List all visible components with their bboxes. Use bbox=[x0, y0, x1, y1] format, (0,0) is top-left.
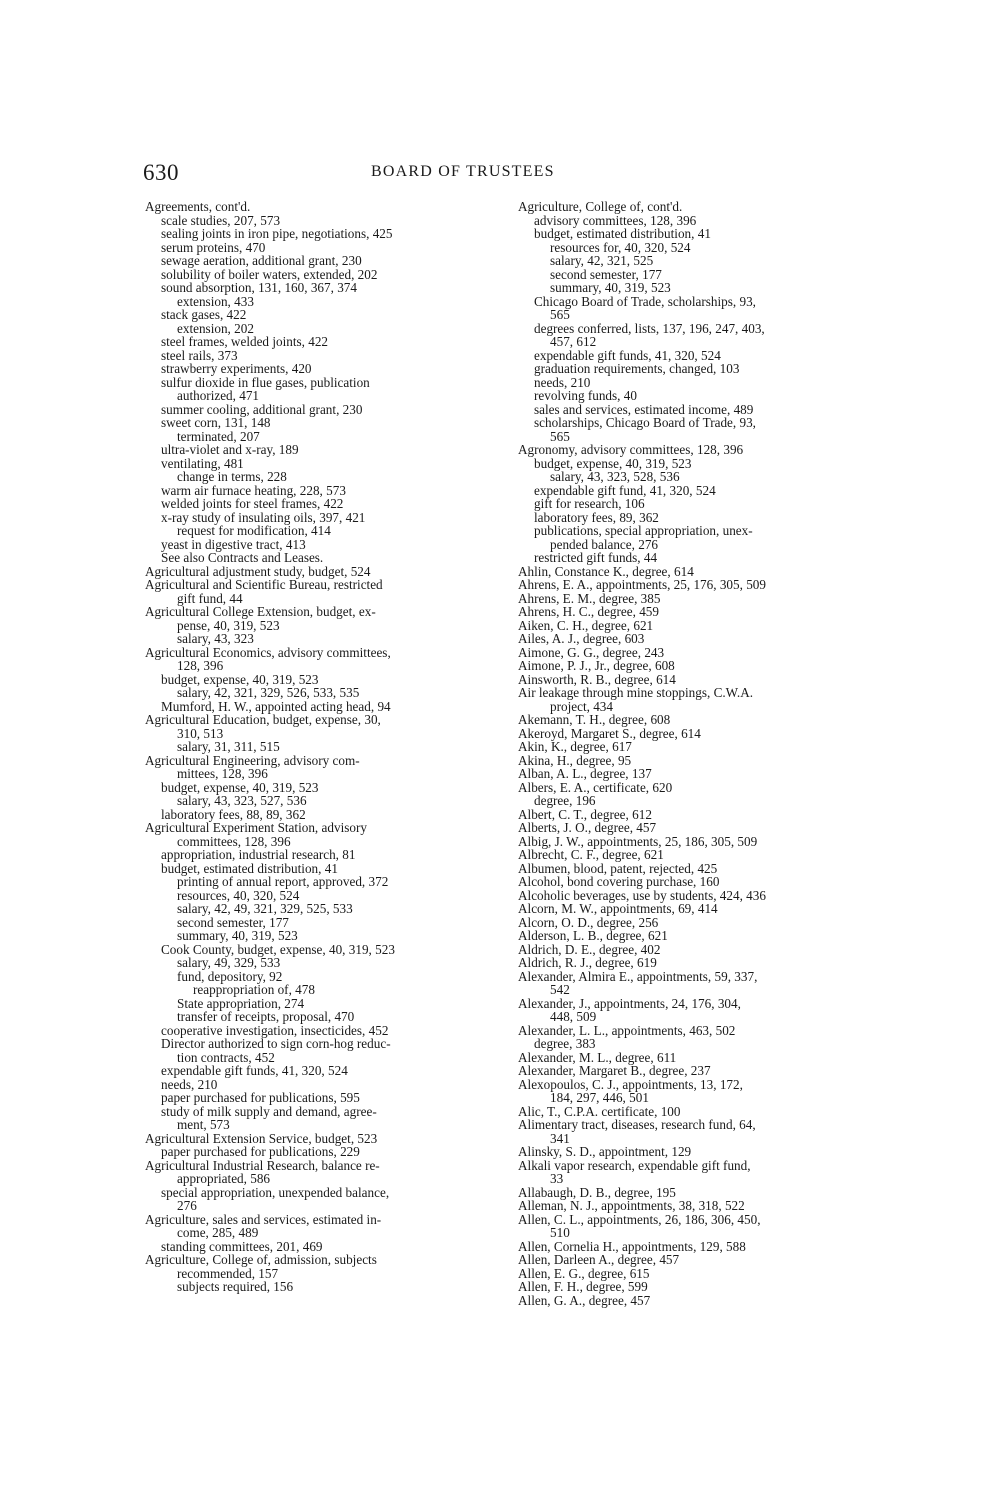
index-entry: Alic, T., C.P.A. certificate, 100 bbox=[518, 1103, 681, 1119]
index-entry: tion contracts, 452 bbox=[177, 1049, 275, 1065]
index-entry: Akemann, T. H., degree, 608 bbox=[518, 712, 671, 727]
index-entry: second semester, 177 bbox=[177, 914, 289, 930]
index-entry: Agricultural Experiment Station, advisory bbox=[145, 820, 367, 835]
index-entry: Agricultural and Scientific Bureau, restricted bbox=[145, 577, 383, 592]
index-entry: Ainsworth, R. B., degree, 614 bbox=[518, 671, 676, 687]
index-entry: Alcoholic beverages, use by students, 424, 436 bbox=[518, 887, 766, 903]
index-entry: 565 bbox=[550, 307, 570, 322]
index-entry: change in terms, 228 bbox=[177, 469, 287, 484]
index-entry: Agreements, cont'd. bbox=[145, 199, 251, 214]
index-entry: Allen, E. G., degree, 615 bbox=[518, 1265, 650, 1281]
index-entry: paper purchased for publications, 595 bbox=[161, 1090, 360, 1105]
index-entry: budget, expense, 40, 319, 523 bbox=[534, 455, 692, 471]
index-entry: revolving funds, 40 bbox=[534, 388, 637, 403]
index-entry: Agricultural Industrial Research, balance re- bbox=[145, 1157, 380, 1173]
index-entry: Alcohol, bond covering purchase, 160 bbox=[518, 874, 720, 889]
index-entry: Alkali vapor research, expendable gift fund, bbox=[518, 1157, 751, 1173]
index-entry: graduation requirements, changed, 103 bbox=[534, 361, 740, 376]
index-entry: 510 bbox=[550, 1225, 570, 1240]
index-entry: laboratory fees, 89, 362 bbox=[534, 509, 659, 525]
index-entry: See also Contracts and Leases. bbox=[161, 550, 324, 565]
index-entry: sewage aeration, additional grant, 230 bbox=[161, 253, 362, 268]
index-entry: Director authorized to sign corn-hog reduc- bbox=[161, 1036, 391, 1051]
index-entry: salary, 42, 321, 525 bbox=[550, 253, 654, 268]
index-entry: 457, 612 bbox=[550, 334, 597, 349]
index-entry: Agricultural Extension Service, budget, 523 bbox=[145, 1130, 378, 1146]
index-entry: welded joints for steel frames, 422 bbox=[161, 496, 344, 511]
index-entry: Allen, F. H., degree, 599 bbox=[518, 1279, 648, 1294]
index-entry: Agricultural Engineering, advisory com- bbox=[145, 752, 360, 768]
index-entry: 184, 297, 446, 501 bbox=[550, 1090, 649, 1105]
index-entry: summary, 40, 319, 523 bbox=[177, 928, 298, 943]
index-entry: degrees conferred, lists, 137, 196, 247, 403, bbox=[534, 320, 765, 336]
index-entry: Aldrich, R. J., degree, 619 bbox=[518, 955, 657, 970]
index-entry: cooperative investigation, insecticides, 452 bbox=[161, 1022, 389, 1038]
index-entry: Akin, K., degree, 617 bbox=[518, 739, 632, 754]
index-entry: Chicago Board of Trade, scholarships, 93, bbox=[534, 293, 756, 309]
index-entry: needs, 210 bbox=[161, 1076, 218, 1092]
index-entry: Akeroyd, Margaret S., degree, 614 bbox=[518, 725, 701, 741]
index-entry: budget, expense, 40, 319, 523 bbox=[161, 779, 319, 795]
index-entry: come, 285, 489 bbox=[177, 1225, 259, 1240]
index-entry: budget, estimated distribution, 41 bbox=[161, 860, 338, 876]
index-entry: Allen, G. A., degree, 457 bbox=[518, 1292, 651, 1308]
index-entry: paper purchased for publications, 229 bbox=[161, 1144, 360, 1159]
index-entry: transfer of receipts, proposal, 470 bbox=[177, 1009, 355, 1024]
index-entry: printing of annual report, approved, 372 bbox=[177, 874, 389, 889]
index-entry: Alcorn, O. D., degree, 256 bbox=[518, 914, 659, 930]
index-entry: Aimone, G. G., degree, 243 bbox=[518, 644, 665, 660]
index-entry: Alexander, M. L., degree, 611 bbox=[518, 1049, 677, 1065]
index-entry: sweet corn, 131, 148 bbox=[161, 415, 271, 430]
index-entry: Alexander, J., appointments, 24, 176, 304, bbox=[518, 995, 741, 1011]
index-entry: salary, 43, 323 bbox=[177, 631, 254, 646]
index-entry: ment, 573 bbox=[177, 1117, 230, 1132]
index-entry: scholarships, Chicago Board of Trade, 93, bbox=[534, 415, 756, 430]
index-entry: request for modification, 414 bbox=[177, 523, 331, 538]
index-entry: Ahrens, E. A., appointments, 25, 176, 305, 509 bbox=[518, 577, 766, 592]
index-entry: Allen, Cornelia H., appointments, 129, 588 bbox=[518, 1238, 746, 1254]
index-entry: steel frames, welded joints, 422 bbox=[161, 334, 329, 349]
index-entry: terminated, 207 bbox=[177, 428, 260, 444]
index-entry: Cook County, budget, expense, 40, 319, 523 bbox=[161, 941, 395, 957]
index-entry: Allen, Darleen A., degree, 457 bbox=[518, 1252, 680, 1267]
index-entry: Alexopoulos, C. J., appointments, 13, 172, bbox=[518, 1076, 743, 1092]
index-column-right bbox=[518, 200, 868, 1307]
index-entry: sales and services, estimated income, 489 bbox=[534, 401, 754, 417]
index-entry: pense, 40, 319, 523 bbox=[177, 617, 280, 633]
index-entry: 310, 513 bbox=[177, 725, 224, 741]
index-entry: Alcorn, M. W., appointments, 69, 414 bbox=[518, 901, 718, 916]
index-entry: 542 bbox=[550, 982, 570, 997]
index-entry: x-ray study of insulating oils, 397, 421 bbox=[161, 509, 366, 525]
index-entry: restricted gift funds, 44 bbox=[534, 550, 658, 565]
index-entry: pended balance, 276 bbox=[550, 536, 659, 552]
index-entry: Aimone, P. J., Jr., degree, 608 bbox=[518, 658, 675, 673]
index-entry: Agriculture, College of, admission, subjects bbox=[145, 1252, 377, 1267]
index-entry: 276 bbox=[177, 1198, 197, 1213]
index-entry: Albert, C. T., degree, 612 bbox=[518, 806, 652, 822]
index-entry: 128, 396 bbox=[177, 658, 224, 673]
index-entry: Alleman, N. J., appointments, 38, 318, 522 bbox=[518, 1198, 745, 1213]
index-entry: committees, 128, 396 bbox=[177, 833, 291, 849]
index-entry: laboratory fees, 88, 89, 362 bbox=[161, 806, 306, 822]
index-entry: steel rails, 373 bbox=[161, 347, 238, 363]
index-entry: special appropriation, unexpended balance, bbox=[161, 1184, 390, 1200]
index-entry: Agricultural College Extension, budget, ex- bbox=[145, 604, 376, 619]
index-entry: recommended, 157 bbox=[177, 1265, 279, 1281]
index-entry: Agricultural adjustment study, budget, 524 bbox=[145, 563, 371, 579]
index-entry: authorized, 471 bbox=[177, 388, 260, 403]
index-entry: yeast in digestive tract, 413 bbox=[161, 536, 306, 552]
index-entry: study of milk supply and demand, agree- bbox=[161, 1103, 377, 1119]
index-entry: Alexander, Almira E., appointments, 59, 337, bbox=[518, 968, 758, 984]
index-entry: Allabaugh, D. B., degree, 195 bbox=[518, 1184, 676, 1200]
index-entry: warm air furnace heating, 228, 573 bbox=[161, 482, 346, 498]
index-entry: Agricultural Economics, advisory committees, bbox=[145, 644, 391, 660]
index-entry: salary, 43, 323, 527, 536 bbox=[177, 793, 307, 808]
index-entry: stack gases, 422 bbox=[161, 307, 247, 322]
index-entry: Alexander, L. L., appointments, 463, 502 bbox=[518, 1022, 736, 1038]
index-entry: degree, 196 bbox=[534, 793, 596, 808]
index-entry: Akina, H., degree, 95 bbox=[518, 752, 632, 768]
index-entry: sound absorption, 131, 160, 367, 374 bbox=[161, 280, 357, 295]
index-entry: Ahrens, E. M., degree, 385 bbox=[518, 590, 661, 606]
index-entry: strawberry experiments, 420 bbox=[161, 361, 312, 376]
index-entry: project, 434 bbox=[550, 698, 613, 714]
index-entry: Alinsky, S. D., appointment, 129 bbox=[518, 1144, 692, 1159]
index-entry: Ailes, A. J., degree, 603 bbox=[518, 631, 645, 646]
index-entry: salary, 31, 311, 515 bbox=[177, 739, 280, 754]
index-entry: Albig, J. W., appointments, 25, 186, 305, 509 bbox=[518, 833, 758, 849]
index-entry: mittees, 128, 396 bbox=[177, 766, 268, 781]
index-entry: appropriation, industrial research, 81 bbox=[161, 847, 356, 862]
index-entry: salary, 42, 321, 329, 526, 533, 535 bbox=[177, 685, 360, 700]
index-entry: salary, 49, 329, 533 bbox=[177, 955, 281, 970]
index-entry: salary, 43, 323, 528, 536 bbox=[550, 469, 680, 484]
index-entry: serum proteins, 470 bbox=[161, 239, 266, 255]
index-entry: 341 bbox=[550, 1130, 570, 1146]
index-entry: subjects required, 156 bbox=[177, 1279, 294, 1294]
index-entry: needs, 210 bbox=[534, 374, 591, 390]
index-entry: Mumford, H. W., appointed acting head, 94 bbox=[161, 698, 391, 714]
index-entry: resources, 40, 320, 524 bbox=[177, 887, 300, 903]
index-column-left bbox=[145, 200, 495, 1294]
index-entry: ultra-violet and x-ray, 189 bbox=[161, 442, 299, 457]
index-entry: solubility of boiler waters, extended, 202 bbox=[161, 266, 378, 282]
index-entry: extension, 433 bbox=[177, 293, 254, 309]
index-entry: sulfur dioxide in flue gases, publication bbox=[161, 374, 370, 390]
index-entry: summary, 40, 319, 523 bbox=[550, 280, 671, 295]
index-entry: Ahlin, Constance K., degree, 614 bbox=[518, 563, 694, 579]
index-entry: 448, 509 bbox=[550, 1009, 597, 1024]
index-entry: budget, estimated distribution, 41 bbox=[534, 226, 711, 241]
index-entry: expendable gift fund, 41, 320, 524 bbox=[534, 482, 716, 498]
index-entry: Aldrich, D. E., degree, 402 bbox=[518, 941, 661, 957]
index-entry: Alban, A. L., degree, 137 bbox=[518, 766, 652, 781]
index-entry: Aiken, C. H., degree, 621 bbox=[518, 617, 654, 633]
index-entry: reappropriation of, 478 bbox=[193, 982, 315, 997]
index-entry: summer cooling, additional grant, 230 bbox=[161, 401, 363, 417]
index-entry: degree, 383 bbox=[534, 1036, 596, 1051]
index-entry: State appropriation, 274 bbox=[177, 995, 305, 1011]
index-entry: gift fund, 44 bbox=[177, 590, 243, 606]
index-entry: Allen, C. L., appointments, 26, 186, 306, 450, bbox=[518, 1211, 761, 1227]
index-entry: Agronomy, advisory committees, 128, 396 bbox=[518, 442, 744, 457]
index-entry: expendable gift funds, 41, 320, 524 bbox=[161, 1063, 348, 1078]
index-entry: Albumen, blood, patent, rejected, 425 bbox=[518, 860, 718, 876]
index-entry: Ahrens, H. C., degree, 459 bbox=[518, 604, 659, 619]
index-entry: Alderson, L. B., degree, 621 bbox=[518, 928, 668, 943]
index-entry: Agricultural Education, budget, expense, 30, bbox=[145, 712, 381, 727]
index-entry: salary, 42, 49, 321, 329, 525, 533 bbox=[177, 901, 353, 916]
index-entry: second semester, 177 bbox=[550, 266, 662, 282]
page-header bbox=[143, 160, 863, 186]
index-entry: fund, depository, 92 bbox=[177, 968, 283, 984]
page-number: 630 bbox=[143, 160, 179, 185]
index-entry: resources for, 40, 320, 524 bbox=[550, 239, 691, 255]
index-entry: advisory committees, 128, 396 bbox=[534, 212, 697, 228]
index-entry: extension, 202 bbox=[177, 320, 254, 336]
index-entry: Alimentary tract, diseases, research fund, 64, bbox=[518, 1117, 756, 1132]
index-entry: Albers, E. A., certificate, 620 bbox=[518, 779, 673, 795]
index-entry: Air leakage through mine stoppings, C.W.A. bbox=[518, 685, 754, 700]
index-entry: 565 bbox=[550, 428, 570, 444]
index-entry: standing committees, 201, 469 bbox=[161, 1238, 323, 1254]
index-entry: Albrecht, C. F., degree, 621 bbox=[518, 847, 664, 862]
index-entry: Alberts, J. O., degree, 457 bbox=[518, 820, 657, 835]
index-entry: 33 bbox=[550, 1171, 564, 1186]
index-entry: budget, expense, 40, 319, 523 bbox=[161, 671, 319, 687]
index-entry: sealing joints in iron pipe, negotiations, 425 bbox=[161, 226, 393, 241]
index-entry: Agriculture, College of, cont'd. bbox=[518, 199, 683, 214]
index-entry: publications, special appropriation, unex- bbox=[534, 523, 753, 538]
index-entry: Agriculture, sales and services, estimated in- bbox=[145, 1211, 382, 1227]
index-entry: appropriated, 586 bbox=[177, 1171, 271, 1186]
index-entry: scale studies, 207, 573 bbox=[161, 212, 281, 228]
index-entry: expendable gift funds, 41, 320, 524 bbox=[534, 347, 721, 363]
index-entry: Alexander, Margaret B., degree, 237 bbox=[518, 1063, 711, 1078]
running-head: BOARD OF TRUSTEES bbox=[371, 163, 555, 180]
index-entry: ventilating, 481 bbox=[161, 455, 244, 471]
index-entry: gift for research, 106 bbox=[534, 496, 645, 511]
